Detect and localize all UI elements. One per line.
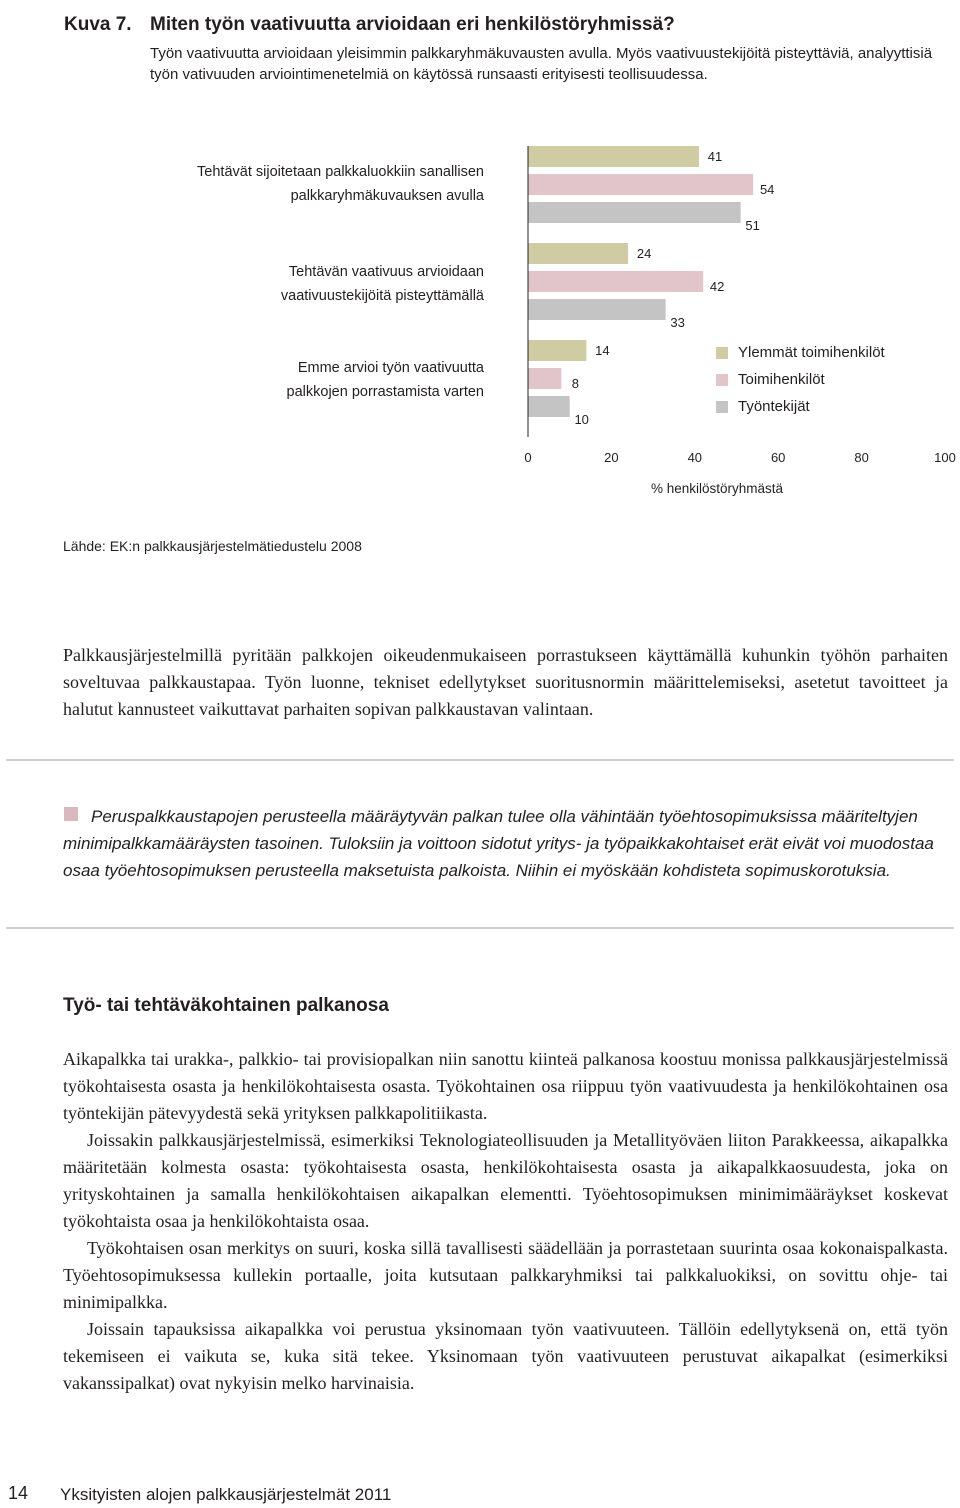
bar-c1-s3 [528,202,741,223]
section-body [63,1046,948,1397]
intro-paragraph: Palkkausjärjestelmillä pyritään palkkojen oikeudenmukaiseen porrastukseen käyttämällä kuhunkin työhön parhaiten soveltuvaa palkkaustapaa. Työn luonne, tekniset edellytykset suoritusnormin määrittelemiseksi, asetetut tavoitteet ja halutut kannusteet vaikuttavat parhaiten sopivan palkkaustavan valintaan. [63,645,948,719]
value-label-c1-s1: 41 [707,149,723,164]
highlight-box-content: Peruspalkkaustapojen perusteella määräytyvän palkan tulee olla vähintään työehtosopimuksissa määriteltyjen minimipalkkamääräysten tasoinen. Tuloksiin ja voittoon sidotut yritys- ja työpaikkakohtaiset erät eivät voi muodostaa osaa työehtosopimuksen perusteella maksetuista palkoista. Niihin ei myöskään kohdisteta sopimuskorotuksia. [63,807,934,880]
value-label-c1-s2: 54 [759,182,775,197]
publication-title: Yksityisten alojen palkkausjärjestelmät 2011 [60,1485,392,1504]
bar-c1-s2 [528,174,753,195]
bar-c3-s2 [528,368,561,389]
x-tick-label-100: 100 [934,450,956,465]
legend-label-toimihenkilot: Toimihenkilöt [738,371,825,388]
body-paragraph-2: Joissakin palkkausjärjestelmissä, esimerkiksi Teknologiateollisuuden ja Metallityöväen liiton Parakkeessa, aikapalkka määritetään kolmesta osasta: työkohtaisesta osasta, henkilökohtaisesta osasta ja aikapalkkaosuudesta, joka on yrityskohtainen ja samalla henkilökohtaisen aikapalkan elementti. Työehtosopimuksen minimimääräykset koskevat työkohtaista osaa ja henkilökohtaista osaa. [63,1130,948,1231]
legend-swatch-toimihenkilot [716,374,728,386]
value-label-c2-s2: 42 [709,279,725,294]
value-label-c3-s1: 14 [595,343,610,358]
legend-swatch-ylemmat [716,347,728,359]
category-label-1-line1: Tehtävät sijoitetaan palkkaluokkiin sanallisen [197,164,484,180]
chart-legend [716,343,885,417]
value-label-c2-s1: 24 [636,246,652,261]
bar-c2-s2 [528,271,703,292]
bar-c1-s1 [528,146,699,167]
bar-c2-s1 [528,243,628,264]
section-heading: Työ- tai tehtäväkohtainen palkanosa [63,995,389,1016]
value-label-c3-s2: 8 [571,376,579,391]
divider-top [6,759,954,761]
value-label-c3-s3: 10 [574,412,589,427]
body-paragraph-4: Joissain tapauksissa aikapalkka voi perustua yksinomaan työn vaativuuteen. Tällöin edellytyksenä on, että työn tekemiseen ei vaikuta se, kuka sitä tekee. Yksinomaan työn vaativuuteen perustuvat aikapalkat (esimerkiksi vakanssipalkat) ovat nykyisin melko harvinaisia. [63,1319,948,1393]
page-number: 14 [8,1483,29,1503]
figure-description: Työn vaativuutta arvioidaan yleisimmin palkkaryhmäkuvausten avulla. Myös vaativuustekijöitä pisteyttäviä, analyyttisiä työn vativuuden arviointimenetelmiä on käytössä runsaasti erityisesti teollisuudessa. [150,45,933,83]
body-paragraph-3: Työkohtaisen osan merkitys on suuri, koska sillä tavallisesti säädellään ja porrastetaan suurinta osaa kokonaispalkasta. Työehtosopimuksessa kullekin portaalle, joita kutsutaan palkkaryhmiksi tai palkkaluokiksi, on sovittu ohje- tai minimipalkka. [63,1238,948,1312]
bar-chart [0,0,960,510]
category-label-2-line1: Tehtävän vaativuus arvioidaan [288,264,484,280]
legend-item-tyontekijat [716,397,885,417]
bar-c3-s1 [528,340,586,361]
highlight-box-text [63,803,948,884]
category-label-1-line2: palkkaryhmäkuvauksen avulla [290,188,484,204]
x-tick-label-80: 80 [854,450,869,465]
x-tick-label-40: 40 [687,450,703,465]
legend-label-tyontekijat: Työntekijät [738,398,810,415]
bar-c2-s3 [528,299,666,320]
legend-item-toimihenkilot [716,370,885,390]
x-axis-label: % henkilöstöryhmästä [650,481,784,496]
figure-title: Miten työn vaativuutta arvioidaan eri henkilöstöryhmissä? [150,14,675,35]
value-label-c1-s3: 51 [745,218,760,233]
figure-number: Kuva 7. [64,14,132,35]
category-label-2-line2: vaativuustekijöitä pisteyttämällä [280,288,484,304]
category-label-3-line1: Emme arvioi työn vaativuutta [297,360,484,376]
chart-source: Lähde: EK:n palkkausjärjestelmätiedustelu 2008 [63,538,362,554]
x-tick-label-60: 60 [770,450,786,465]
divider-bottom [6,927,954,929]
legend-label-ylemmat: Ylemmät toimihenkilöt [738,344,885,361]
legend-swatch-tyontekijat [716,401,728,413]
legend-item-ylemmat [716,343,885,363]
bar-c3-s3 [528,396,570,417]
value-label-c2-s3: 33 [670,315,685,330]
category-label-3-line2: palkkojen porrastamista varten [286,384,484,400]
x-tick-label-20: 20 [604,450,619,465]
body-paragraph-1: Aikapalkka tai urakka-, palkkio- tai provisiopalkan niin sanottu kiinteä palkanosa koostuu monissa palkkausjärjestelmissä työkohtaisesta osasta ja henkilökohtaisesta osasta. Työkohtainen osa riippuu työn vaativuudesta ja henkilökohtainen osa työntekijän pätevyydestä sekä yrityksen palkkapolitiikasta. [63,1049,948,1123]
x-tick-label-0: 0 [524,450,532,465]
